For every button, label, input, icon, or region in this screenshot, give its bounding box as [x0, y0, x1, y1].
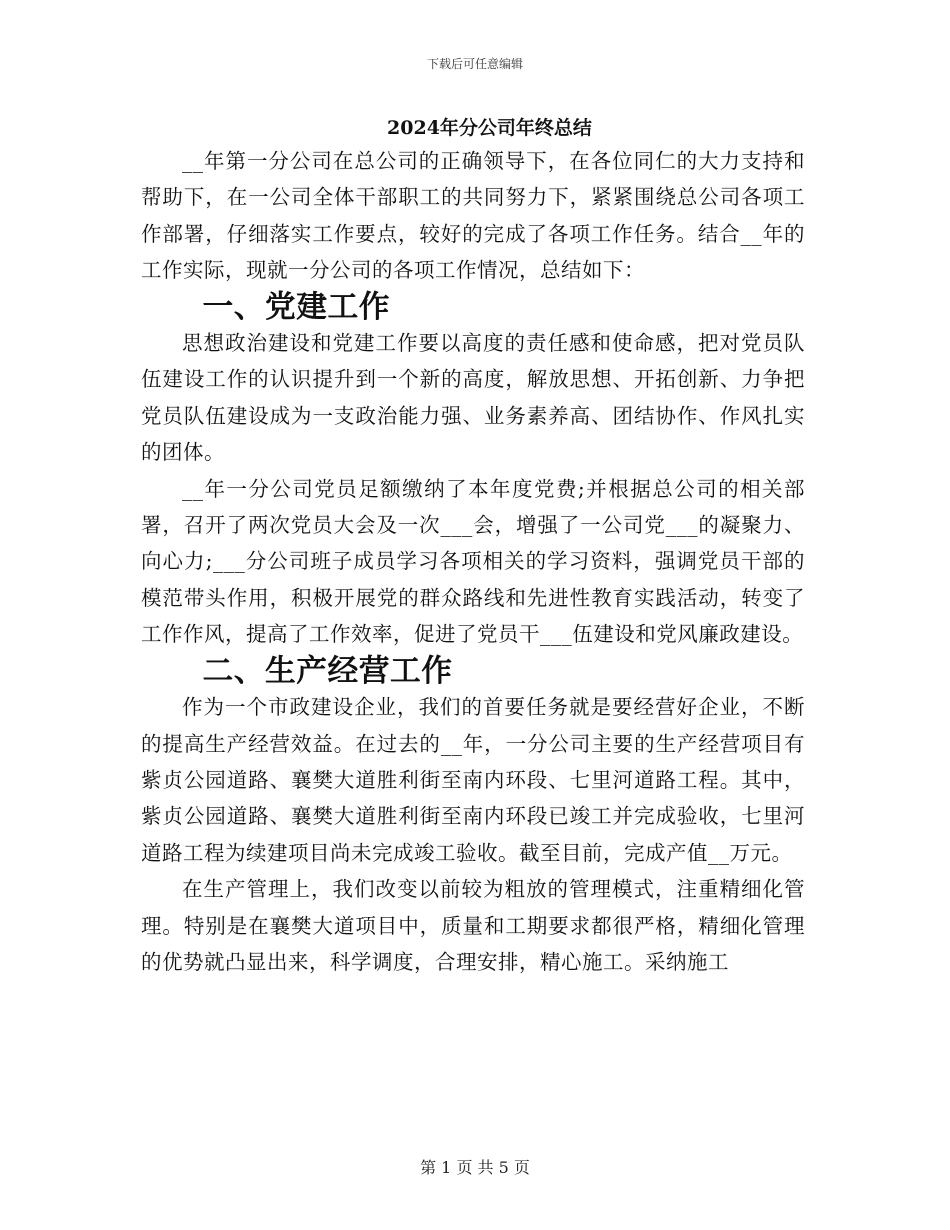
- section-heading-party-building: 一、党建工作: [202, 288, 391, 325]
- page-number-footer: 第 1 页 共 5 页: [420, 1158, 530, 1177]
- document-title: 2024年分公司年终总结: [387, 117, 592, 139]
- party-building-paragraph-1: 思想政治建设和党建工作要以高度的责任感和使命感，把对党员队伍建设工作的认识提升到一个新的高度，解放思想、开拓创新、力争把党员队伍建设成为一支政治能力强、业务素养高、团结协作、作风扎实的团体。: [141, 331, 805, 465]
- production-paragraph-1: 作为一个市政建设企业，我们的首要任务就是要经营好企业，不断的提高生产经营效益。在过去的__年，一分公司主要的生产经营项目有紫贞公园道路、襄樊大道胜利街至南内环段、七里河道路工程。其中，紫贞公园道路、襄樊大道胜利街至南内环段已竣工并完成验收，七里河道路工程为续建项目尚未完成竣工验收。截至目前，完成产值__万元。: [141, 695, 805, 865]
- production-paragraph-2: 在生产管理上，我们改变以前较为粗放的管理模式，注重精细化管理。特别是在襄樊大道项目中，质量和工期要求都很严格，精细化管理的优势就凸显出来，科学调度，合理安排，精心施工。采纳施工: [141, 877, 805, 974]
- document-body: [141, 113, 805, 980]
- intro-paragraph: __年第一分公司在总公司的正确领导下，在各位同仁的大力支持和帮助下，在一公司全体干部职工的共同努力下，紧紧围绕总公司各项工作部署，仔细落实工作要点，较好的完成了各项工作任务。结合__年的工作实际，现就一分公司的各项工作情况，总结如下：: [141, 149, 805, 283]
- party-building-paragraph-2: __年一分公司党员足额缴纳了本年度党费;并根据总公司的相关部署，召开了两次党员大会及一次___会，增强了一公司党___的凝聚力、向心力;___分公司班子成员学习各项相关的学习资料，强调党员干部的模范带头作用，积极开展党的群众路线和先进性教育实践活动，转变了工作作风，提高了工作效率，促进了党员干___伍建设和党风廉政建设。: [141, 476, 805, 647]
- section-heading-production: 二、生产经营工作: [202, 652, 453, 689]
- header-note: 下载后可任意编辑: [426, 57, 523, 71]
